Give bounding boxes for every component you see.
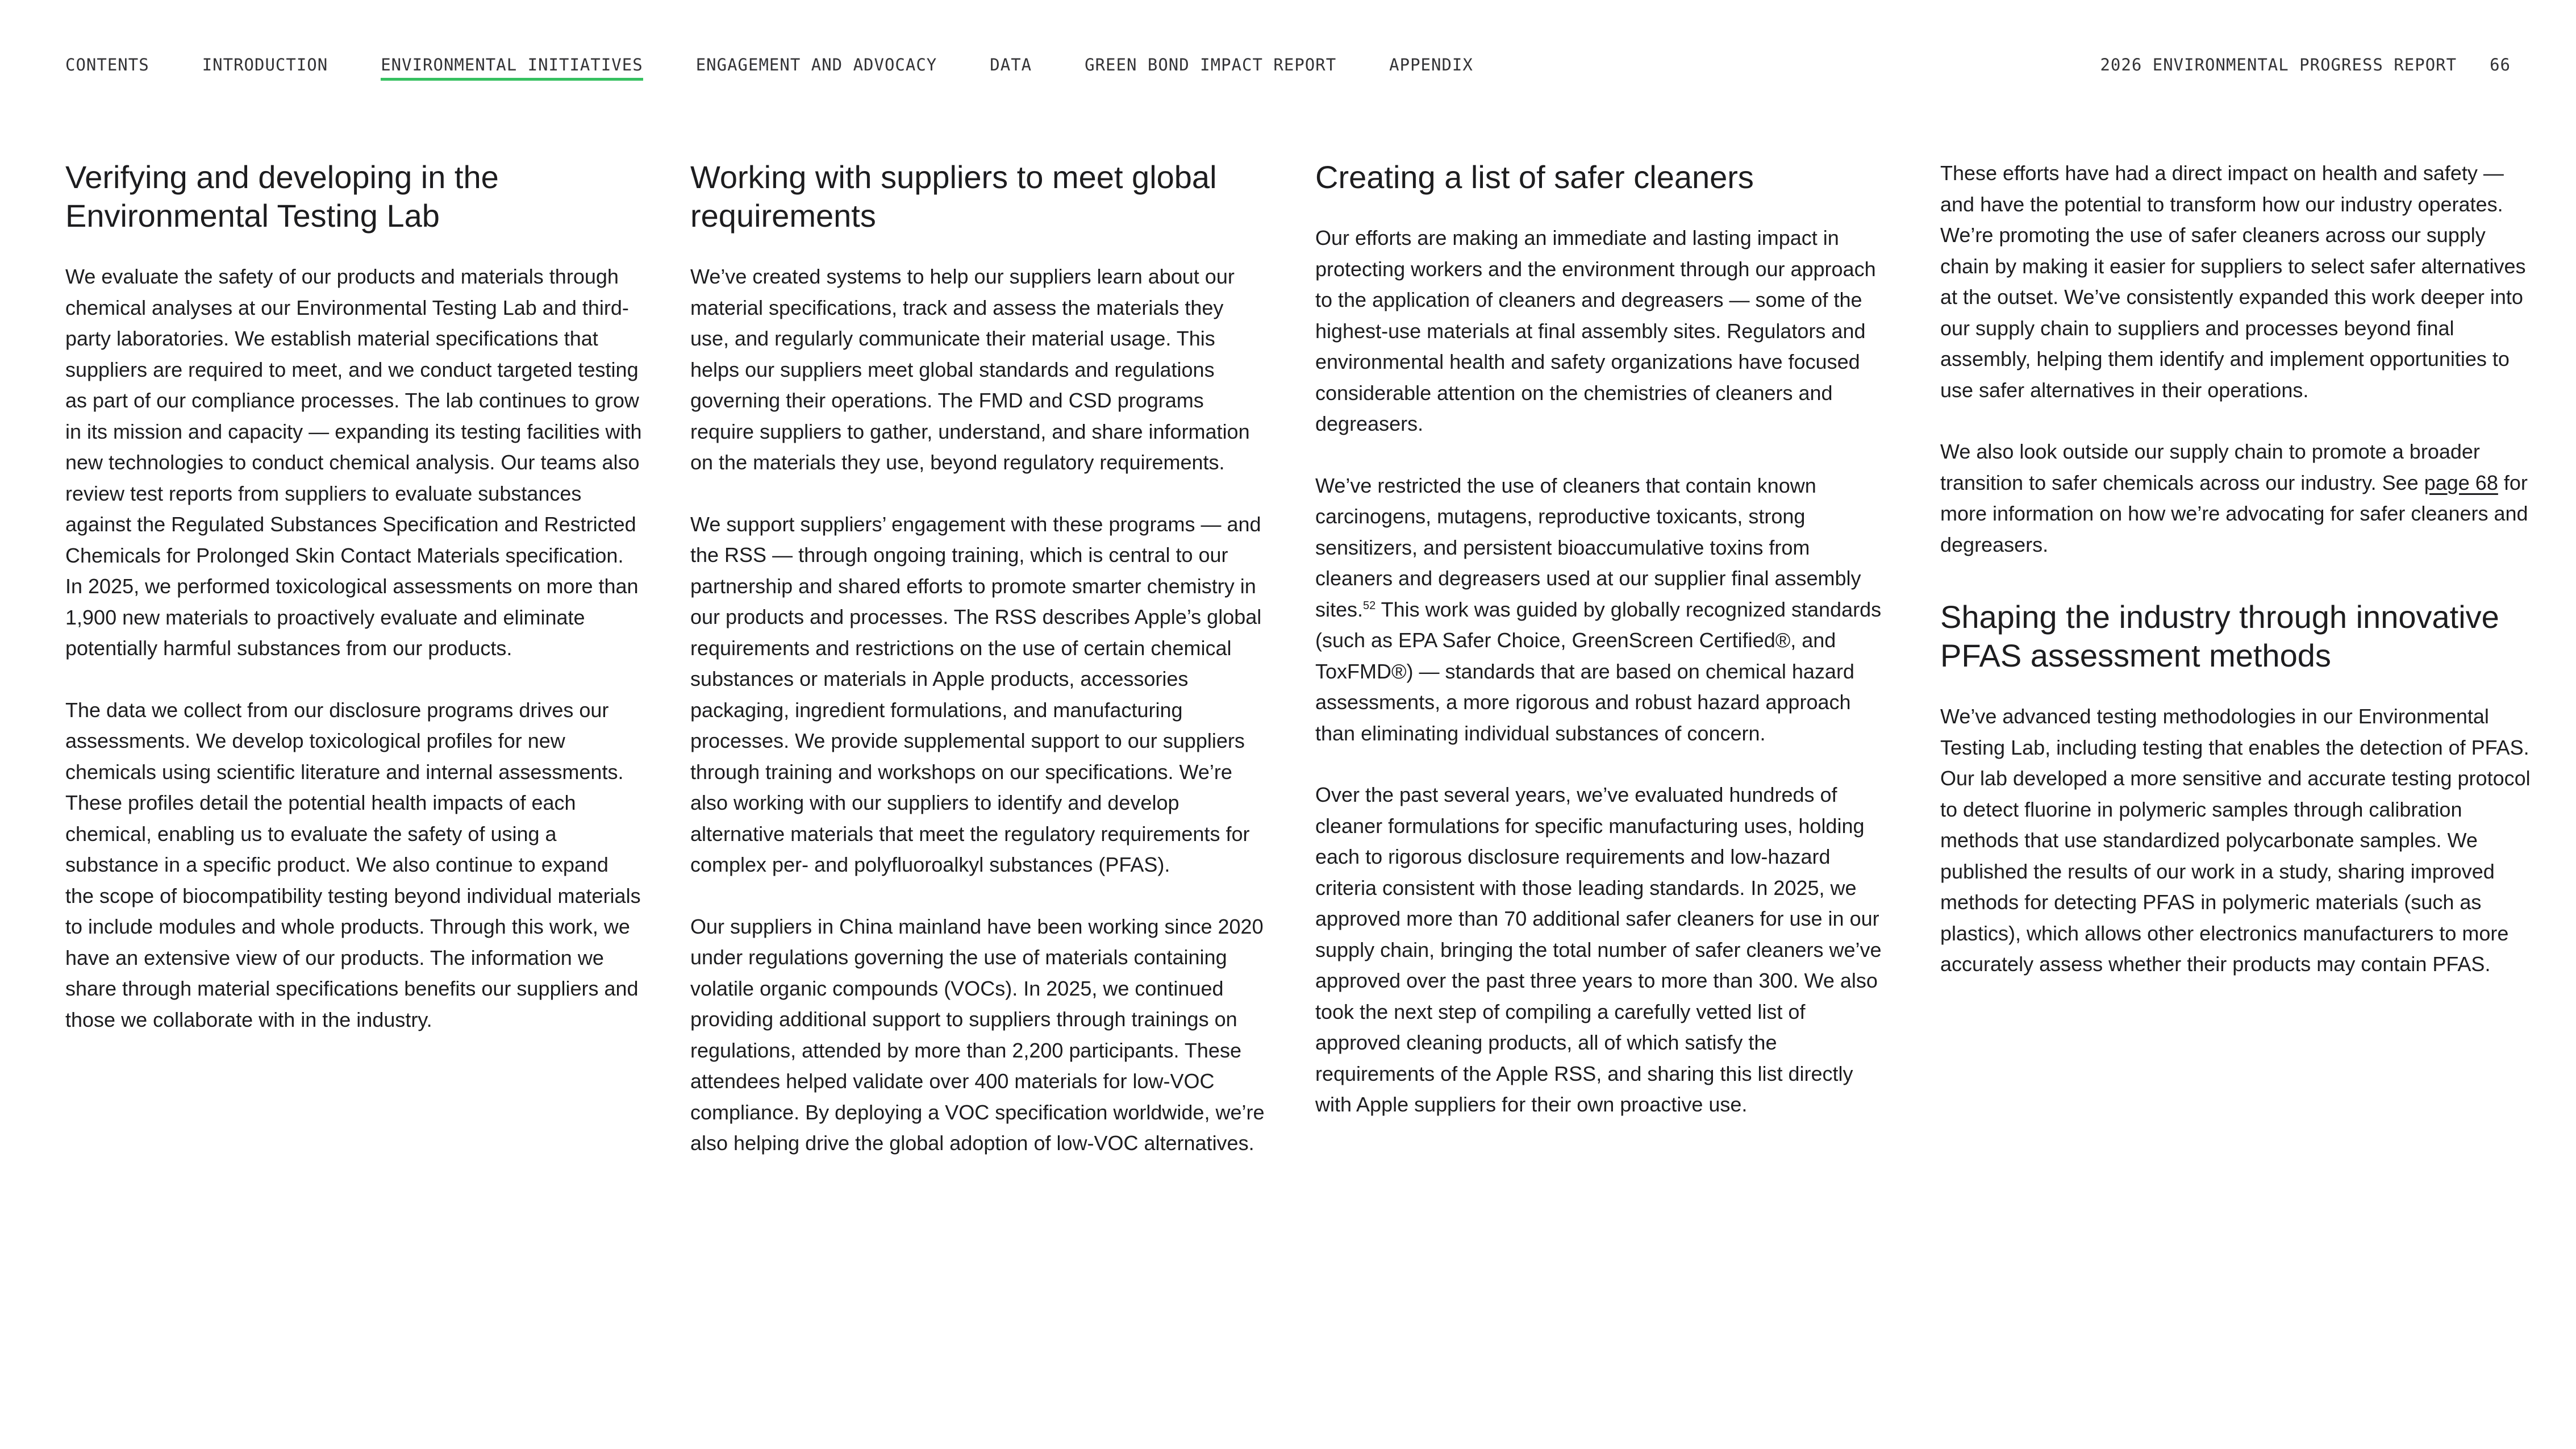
page-number: 66 <box>2490 55 2511 74</box>
report-meta <box>2100 57 2511 73</box>
nav-item-engagement-and-advocacy[interactable]: ENGAGEMENT AND ADVOCACY <box>695 55 937 74</box>
paragraph-text: This work was guided by globally recognized standards (such as EPA Safer Choice, GreenScreen Certified®, and ToxFMD®) — standards that are based on chemical hazard assessments, a more rigorous and robust hazard approach than eliminating individual substances of concern. <box>1315 597 1882 745</box>
nav-item-data[interactable]: DATA <box>990 55 1032 74</box>
paragraph: Our efforts are making an immediate and lasting impact in protecting workers and the environment through our approach to the application of cleaners and degreasers — some of the highest-use materials at final assembly sites. Regulators and environmental health and safety organizations have focused considerable attention on the chemistries of cleaners and degreasers. <box>1315 226 1876 435</box>
section-nav <box>65 57 1473 81</box>
nav-item-green-bond-impact-report[interactable]: GREEN BOND IMPACT REPORT <box>1085 55 1337 74</box>
paragraph: We’ve advanced testing methodologies in our Environmental Testing Lab, including testing that enables the detection of PFAS. Our lab developed a more sensitive and accurate testing protocol to detect fluorine in polymeric samples through calibration methods that use standardized polycarbonate samples. We published the results of our work in a study, sharing improved methods for detecting PFAS in polymeric materials (such as plastics), which allows other electronics manufacturers to more accurately assess whether their products may contain PFAS. <box>1940 705 2531 976</box>
column-pfas <box>1940 158 2537 1190</box>
paragraph-text: for more information on how we’re advocating for safer cleaners and degreasers. <box>1940 470 2528 556</box>
top-navigation <box>65 57 2511 91</box>
section-heading-pfas: Shaping the industry through innovative PFAS assessment methods <box>1940 599 2499 673</box>
page-68-link[interactable]: page 68 <box>2424 470 2498 494</box>
footnote-marker[interactable]: 52 <box>1363 599 1376 612</box>
paragraph <box>1940 436 2537 560</box>
paragraph: Our suppliers in China mainland have been working since 2020 under regulations governing the use of materials containing volatile organic compounds (VOCs). In 2025, we continued providing additional support to suppliers through trainings on regulations, attended by more than 2,200 participants. These attendees helped validate over 400 materials for low-VOC compliance. By deploying a VOC specification worldwide, we’re also helping drive the global adoption of low-VOC alternatives. <box>690 914 1265 1155</box>
column-suppliers <box>690 158 1267 1190</box>
nav-item-appendix[interactable]: APPENDIX <box>1389 55 1473 74</box>
report-title: 2026 ENVIRONMENTAL PROGRESS REPORT <box>2100 55 2457 74</box>
paragraph: These efforts have had a direct impact on health and safety — and have the potential to transform how our industry operates. We’re promoting the use of safer cleaners across our supply chain by making it easier for suppliers to select safer alternatives at the outset. We’ve consistently expanded this work deeper into our supply chain to suppliers and processes beyond final assembly, helping them identify and implement opportunities to use safer alternatives in their operations. <box>1940 161 2526 402</box>
paragraph: We’ve created systems to help our suppliers learn about our material specifications, track and assess the materials they use, and regularly communicate their material usage. This helps our suppliers meet global standards and regulations governing their operations. The FMD and CSD programs require suppliers to gather, understand, and share information on the materials they use, beyond regulatory requirements. <box>690 265 1250 474</box>
paragraph-text: We also look outside our supply chain to promote a broader transition to safer chemicals across our industry. See <box>1940 440 2480 494</box>
section-heading-safer-cleaners: Creating a list of safer cleaners <box>1315 159 1754 195</box>
paragraph-text: We’ve restricted the use of cleaners that contain known carcinogens, mutagens, reproductive toxicants, strong sensitizers, and persistent bioaccumulative toxins from cleaners and degreasers used at our supplier final assembly sites. <box>1315 473 1861 621</box>
article-columns <box>65 158 2531 1190</box>
paragraph: We support suppliers’ engagement with these programs — and the RSS — through ongoing training, which is central to our partnership and shared efforts to promote smarter chemistry in our products and processes. The RSS describes Apple’s global requirements and restrictions on the use of certain chemical substances or materials in Apple products, accessories packaging, ingredient formulations, and manufacturing processes. We provide supplemental support to our suppliers through training and workshops on our specifications. We’re also working with our suppliers to identify and develop alternative materials that meet the regulatory requirements for complex per- and polyfluoroalkyl substances (PFAS). <box>690 512 1262 876</box>
paragraph: We evaluate the safety of our products and materials through chemical analyses at our Environmental Testing Lab and third-party laboratories. We establish material specifications that suppliers are required to meet, and we conduct targeted testing as part of our compliance processes. The lab continues to grow in its mission and capacity — expanding its testing facilities with new technologies to conduct chemical analysis. Our teams also review test reports from suppliers to evaluate substances against the Regulated Substances Specification and Restricted Chemicals for Prolonged Skin Contact Materials specification. In 2025, we performed toxicological assessments on more than 1,900 new materials to proactively evaluate and eliminate potentially harmful substances from our products. <box>65 265 642 660</box>
nav-item-contents[interactable]: CONTENTS <box>65 55 149 74</box>
column-safer-cleaners <box>1315 158 1892 1190</box>
section-heading-testing-lab: Verifying and developing in the Environmental Testing Lab <box>65 159 499 234</box>
nav-item-environmental-initiatives[interactable]: ENVIRONMENTAL INITIATIVES <box>381 57 643 81</box>
paragraph <box>1315 470 1892 750</box>
nav-item-introduction[interactable]: INTRODUCTION <box>202 55 328 74</box>
paragraph: The data we collect from our disclosure programs drives our assessments. We develop toxicological profiles for new chemicals using scientific literature and internal assessments. These profiles detail the potential health impacts of each chemical, enabling us to evaluate the safety of using a substance in a specific product. We also continue to expand the scope of biocompatibility testing beyond individual materials to include modules and whole products. Through this work, we have an extensive view of our products. The information we share through material specifications benefits our suppliers and those we collaborate with in the industry. <box>65 698 641 1031</box>
paragraph: Over the past several years, we’ve evaluated hundreds of cleaner formulations for specific manufacturing uses, holding each to rigorous disclosure requirements and low-hazard criteria consistent with those leading standards. In 2025, we approved more than 70 additional safer cleaners for use in our supply chain, bringing the total number of safer cleaners we’ve approved over the past three years to more than 300. We also took the next step of compiling a carefully vetted list of approved cleaning products, all of which satisfy the requirements of the Apple RSS, and sharing this list directly with Apple suppliers for their own proactive use. <box>1315 783 1882 1116</box>
section-heading-suppliers: Working with suppliers to meet global requirements <box>690 159 1217 234</box>
column-testing-lab <box>65 158 642 1190</box>
